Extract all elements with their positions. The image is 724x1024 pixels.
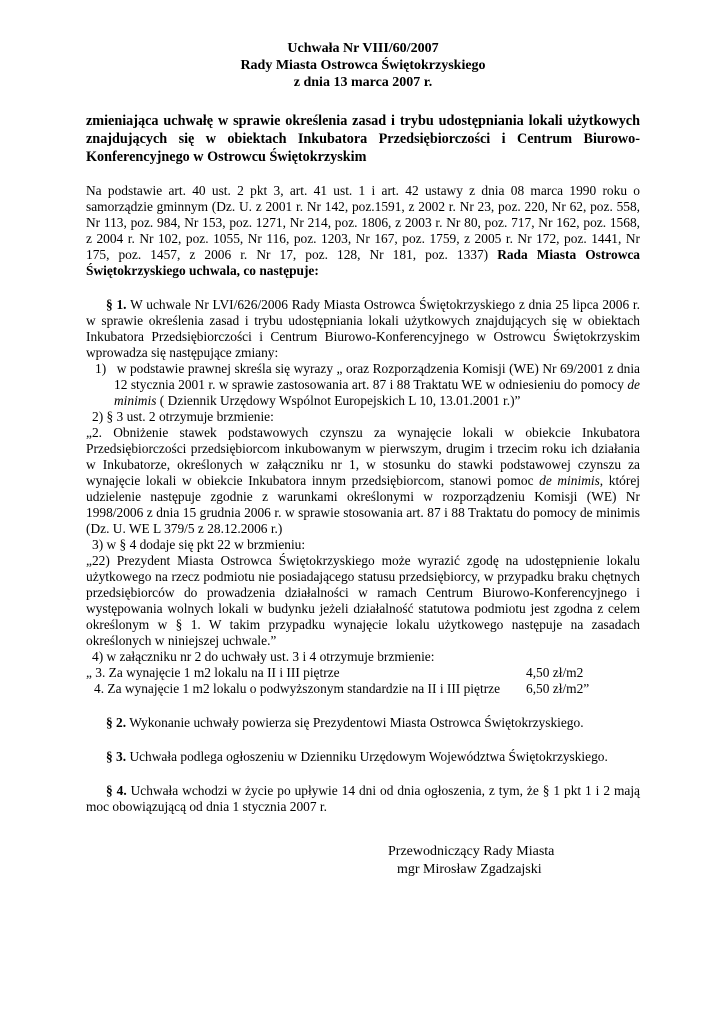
legal-basis-text: Na podstawie art. 40 ust. 2 pkt 3, art. 41 ust. 1 i art. 42 ustawy z dnia 08 marca 1990 roku o samorządzie gminnym (Dz. U. z 2001 r. Nr 142, poz.1591, z 2002 r. Nr 23, poz. 220, Nr 62, poz. 558, Nr 113, poz. 984, Nr 153, poz. 1271, Nr 214, poz. 1806, z 2003 r. Nr 80, poz. 717, Nr 162, poz. 1568, z 2004 r. Nr 102, poz. 1055, Nr 116, poz. 1203, Nr 167, poz. 1759, z 2005 r. Nr 172, poz. 1441, Nr 175, poz. 1457, z 2006 r. Nr 17, poz. 128, Nr 181, poz. 1337)	[86, 183, 640, 262]
resolution-date: z dnia 13 marca 2007 r.	[293, 75, 433, 90]
rate-4-label: 4. Za wynajęcie 1 m2 lokalu o podwyższonym standardzie na II i III piętrze	[94, 681, 501, 696]
council-name: Rady Miasta Ostrowca Świętokrzyskiego	[240, 58, 486, 73]
rate-row-3	[86, 665, 640, 681]
section-1-text: W uchwale Nr LVI/626/2006 Rady Miasta Ostrowca Świętokrzyskiego z dnia 25 lipca 2006 r. w sprawie określenia zasad i trybu udostępniania lokali użytkowych znajdujących się w obiektach Inkubatora Przedsiębiorczości i Centrum Biurowo-Konferencyjnego w Ostrowcu Świętokrzyskim wprowadza się następujące zmiany:	[86, 297, 640, 360]
section-2-label: § 2.	[106, 715, 127, 730]
change-item-1-number: 1)	[95, 361, 107, 376]
resolution-number: Uchwała Nr VIII/60/2007	[287, 41, 439, 56]
change-item-4-heading: 4) w załączniku nr 2 do uchwały ust. 3 i 4 otrzymuje brzmienie:	[92, 649, 435, 664]
rate-row-4	[86, 681, 640, 697]
document-page	[86, 40, 640, 815]
change-item-2-quote-italic: de minimis	[539, 473, 600, 488]
change-item-1-tail: ( Dziennik Urzędowy Wspólnot Europejskich L 10, 13.01.2001 r.)”	[156, 393, 521, 408]
signatory-title: Przewodniczący Rady Miasta	[388, 844, 555, 859]
section-3	[86, 749, 640, 765]
legal-basis-bold: Rada Miasta Ostrowca Świętokrzyskiego uchwala, co następuje:	[86, 247, 641, 278]
section-2-text: Wykonanie uchwały powierza się Prezydentowi Miasta Ostrowca Świętokrzyskiego.	[126, 715, 584, 730]
change-item-3-quote: „22) Prezydent Miasta Ostrowca Świętokrzyskiego może wyrazić zgodę na udostępnienie lokalu użytkowego na rzecz podmiotu nie posiadającego statusu przedsiębiorcy, w przypadku braku chętnych przedsiębiorców do prowadzenia działalności w ramach Centrum Biurowo-Konferencyjnego i występowania wolnych lokali w budynku jeżeli działalność statutowa podmiotu jest zgodna z celem określonym w § 1. W takim przypadku wynajęcie lokalu użytkowego następuje na zasadach określonych w niniejszej uchwale.”	[86, 553, 640, 648]
section-4	[86, 783, 640, 815]
legal-basis	[86, 183, 640, 279]
rate-3-value: 4,50 zł/m2	[526, 665, 584, 680]
change-item-1-text: w podstawie prawnej skreśla się wyrazy „ oraz Rozporządzenia Komisji (WE) Nr 69/2001 z dnia 12 stycznia 2001 r. w sprawie zastosowania art. 87 i 88 Traktatu WE w odniesieniu do pomocy	[114, 361, 640, 392]
change-item-2-heading: 2) § 3 ust. 2 otrzymuje brzmienie:	[92, 409, 274, 424]
section-1-label: § 1.	[106, 297, 127, 312]
change-item-1	[86, 361, 640, 409]
section-4-text: Uchwała wchodzi w życie po upływie 14 dni od dnia ogłoszenia, z tym, że § 1 pkt 1 i 2 mają moc obowiązującą od dnia 1 stycznia 2007 r.	[86, 783, 640, 814]
change-item-2-quote-b: , której udzielenie następuje zgodnie z warunkami określonymi w rozporządzeniu Komisji (WE) Nr 1998/2006 z dnia 15 grudnia 2006 r. w sprawie stosowania art. 87 i 88 Traktatu do pomocy de minimis (Dz. U. WE L 379/5 z 28.12.2006 r.)	[86, 473, 640, 536]
section-1	[86, 297, 640, 361]
change-item-1-italic: de minimis	[114, 377, 640, 408]
change-item-2-quote	[86, 425, 640, 537]
section-4-label: § 4.	[106, 783, 127, 798]
section-3-text: Uchwała podlega ogłoszeniu w Dzienniku Urzędowym Województwa Świętokrzyskiego.	[126, 749, 608, 764]
change-item-2-quote-a: „2. Obniżenie stawek podstawowych czynszu za wynajęcie lokali w obiekcie Inkubatora Przedsiębiorczości przedsiębiorcom inkubowanym w pierwszym, drugim i trzecim roku ich działania w Inkubatorze, określonych w załączniku nr 1, w stosunku do stawki podstawowej czynszu za wynajęcie lokali w obiekcie Inkubatora innym przedsiębiorcom, stanowi pomoc	[86, 425, 640, 488]
section-2	[86, 715, 640, 731]
signatory-name: mgr Mirosław Zgadzajski	[397, 862, 542, 877]
signature-block	[388, 843, 618, 879]
change-item-3-heading: 3) w § 4 dodaje się pkt 22 w brzmieniu:	[92, 537, 306, 552]
document-header	[86, 40, 640, 91]
rate-4-value: 6,50 zł/m2”	[526, 681, 590, 696]
section-3-label: § 3.	[106, 749, 127, 764]
resolution-subject: zmieniająca uchwałę w sprawie określenia zasad i trybu udostępniania lokali użytkowych znajdujących się w obiektach Inkubatora Przedsiębiorczości i Centrum Biurowo-Konferencyjnego w Ostrowcu Świętokrzyskim	[86, 113, 640, 165]
rate-3-label: „ 3. Za wynajęcie 1 m2 lokalu na II i III piętrze	[86, 665, 340, 680]
